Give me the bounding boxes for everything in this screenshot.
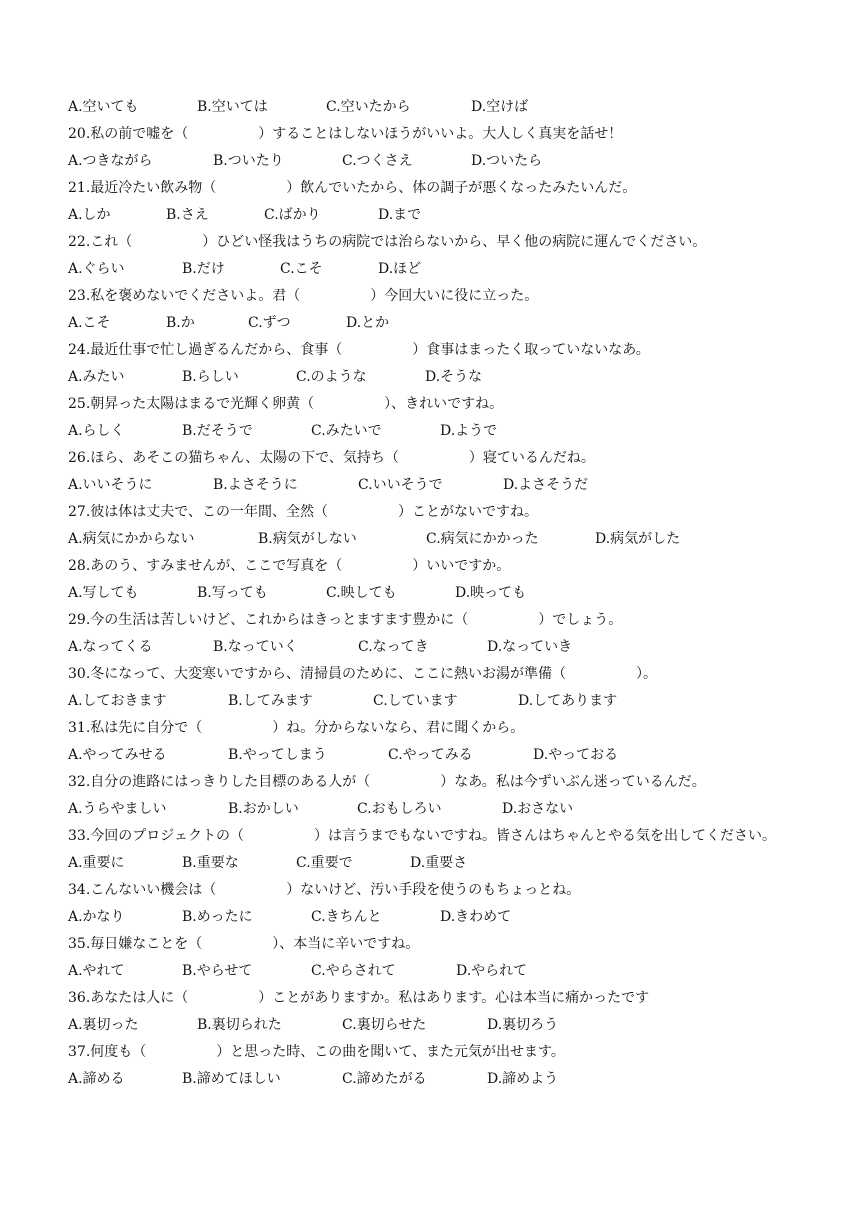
option-b: B.よさそうに xyxy=(213,477,298,493)
option-a: A.空いても xyxy=(68,99,139,115)
answer-options xyxy=(68,202,798,229)
question-text: 31.私は先に自分で（ ）ね。分からないなら、君に聞くから。 xyxy=(68,720,525,736)
option-a: A.ぐらい xyxy=(68,261,125,277)
option-a: A.いいそうに xyxy=(68,477,153,493)
option-b: B.ついたり xyxy=(213,153,284,169)
option-b: B.か xyxy=(166,315,195,331)
question-text: 23.私を褒めないでくださいよ。君（ ）今回大いに役に立った。 xyxy=(68,288,539,304)
option-a: A.みたい xyxy=(68,369,125,385)
option-b: B.なっていく xyxy=(213,639,298,655)
option-a: A.病気にかからない xyxy=(68,531,195,547)
option-b: B.らしい xyxy=(182,369,239,385)
question-text: 20.私の前で嘘を（ ）することはしないほうがいいよ。大人しく真実を話せ！ xyxy=(68,126,623,142)
option-d: D.やられて xyxy=(456,963,528,979)
question-text: 26.ほら、あそこの猫ちゃん、太陽の下で、気持ち（ ）寝ているんだね。 xyxy=(68,450,595,466)
question-text: 32.自分の進路にはっきりした目標のある人が（ ）なあ。私は今ずいぶん迷っているんだ。 xyxy=(68,774,706,790)
answer-options xyxy=(68,94,798,121)
answer-options xyxy=(68,688,798,715)
option-b: B.空いては xyxy=(197,99,268,115)
answer-options xyxy=(68,364,798,391)
option-b: B.やってしまう xyxy=(228,747,327,763)
option-b: B.病気がしない xyxy=(258,531,357,547)
question-text: 30.冬になって、大変寒いですから、清掃員のために、ここに熱いお湯が準備（ ）。 xyxy=(68,666,657,682)
question-text: 25.朝昇った太陽はまるで光輝く卵黄（ ）、きれいですね。 xyxy=(68,396,504,412)
answer-options xyxy=(68,256,798,283)
question-text: 34.こんないい機会は（ ）ないけど、汚い手段を使うのもちょっとね。 xyxy=(68,882,581,898)
option-c: C.のような xyxy=(296,369,367,385)
option-c: C.きちんと xyxy=(311,909,382,925)
question-text: 21.最近冷たい飲み物（ ）飲んでいたから、体の調子が悪くなったみたいんだ。 xyxy=(68,180,637,196)
option-d: D.ようで xyxy=(440,423,498,439)
option-d: D.裏切ろう xyxy=(487,1017,559,1033)
option-d: D.ほど xyxy=(378,261,422,277)
question-text: 27.彼は体は丈夫で、この一年間、全然（ ）ことがないですね。 xyxy=(68,504,538,520)
option-c: C.諦めたがる xyxy=(342,1071,427,1087)
option-d: D.病気がした xyxy=(595,531,681,547)
option-c: C.病気にかかった xyxy=(426,531,539,547)
option-c: C.いいそうで xyxy=(358,477,443,493)
option-a: A.こそ xyxy=(68,315,111,331)
option-b: B.おかしい xyxy=(228,801,299,817)
option-d: D.なっていき xyxy=(487,639,573,655)
option-c: C.映しても xyxy=(326,585,397,601)
question-text: 36.あなたは人に（ ）ことがありますか。私はあります。心は本当に痛かったです xyxy=(68,990,650,1006)
option-d: D.映っても xyxy=(455,585,527,601)
option-a: A.裏切った xyxy=(68,1017,139,1033)
question-text: 37.何度も（ ）と思った時、この曲を聞いて、また元気が出せます。 xyxy=(68,1044,565,1060)
answer-options xyxy=(68,742,798,769)
option-c: C.ずつ xyxy=(248,315,291,331)
option-d: D.おさない xyxy=(502,801,574,817)
option-d: D.よさそうだ xyxy=(503,477,589,493)
question-text: 28.あのう、すみませんが、ここで写真を（ ）いいですか。 xyxy=(68,558,511,574)
option-c: C.重要で xyxy=(296,855,353,871)
option-b: B.めったに xyxy=(182,909,253,925)
option-d: D.まで xyxy=(378,207,422,223)
option-c: C.こそ xyxy=(280,261,323,277)
option-c: C.やらされて xyxy=(311,963,396,979)
option-c: C.裏切らせた xyxy=(342,1017,427,1033)
option-d: D.やっておる xyxy=(533,747,619,763)
option-d: D.ついたら xyxy=(471,153,543,169)
option-a: A.重要に xyxy=(68,855,125,871)
option-a: A.つきながら xyxy=(68,153,153,169)
option-c: C.しています xyxy=(373,693,458,709)
answer-options xyxy=(68,472,798,499)
question-text: 22.これ（ ）ひどい怪我はうちの病院では治らないから、早く他の病院に運んでください。 xyxy=(68,234,707,250)
answer-options xyxy=(68,850,798,877)
option-d: D.きわめて xyxy=(440,909,512,925)
option-c: C.なってき xyxy=(358,639,429,655)
option-c: C.空いたから xyxy=(326,99,411,115)
option-b: B.さえ xyxy=(166,207,209,223)
question-list xyxy=(68,94,798,1093)
option-d: D.重要さ xyxy=(410,855,468,871)
question-text: 24.最近仕事で忙し過ぎるんだから、食事（ ）食事はまったく取っていないなあ。 xyxy=(68,342,650,358)
answer-options xyxy=(68,634,798,661)
option-d: D.空けば xyxy=(471,99,529,115)
option-a: A.らしく xyxy=(68,423,125,439)
answer-options xyxy=(68,580,798,607)
option-a: A.うらやましい xyxy=(68,801,167,817)
answer-options xyxy=(68,1012,798,1039)
option-c: C.やってみる xyxy=(388,747,473,763)
option-b: B.写っても xyxy=(197,585,268,601)
option-d: D.そうな xyxy=(425,369,483,385)
option-a: A.やってみせる xyxy=(68,747,167,763)
question-text: 29.今の生活は苦しいけど、これからはきっとますます豊かに（ ）でしょう。 xyxy=(68,612,623,628)
option-c: C.みたいで xyxy=(311,423,382,439)
option-a: A.しか xyxy=(68,207,111,223)
answer-options xyxy=(68,796,798,823)
answer-options xyxy=(68,418,798,445)
option-b: B.だけ xyxy=(182,261,225,277)
option-c: C.つくさえ xyxy=(342,153,413,169)
option-d: D.諦めよう xyxy=(487,1071,559,1087)
option-a: A.なってくる xyxy=(68,639,153,655)
option-a: A.写しても xyxy=(68,585,139,601)
option-a: A.かなり xyxy=(68,909,125,925)
option-b: B.やらせて xyxy=(182,963,253,979)
answer-options xyxy=(68,904,798,931)
option-c: C.ばかり xyxy=(264,207,321,223)
option-b: B.してみます xyxy=(228,693,313,709)
answer-options xyxy=(68,148,798,175)
question-text: 35.毎日嫌なことを（ ）、本当に辛いですね。 xyxy=(68,936,420,952)
answer-options xyxy=(68,958,798,985)
question-text: 33.今回のプロジェクトの（ ）は言うまでもないですね。皆さんはちゃんとやる気を出してください。 xyxy=(68,828,776,844)
option-a: A.諦める xyxy=(68,1071,125,1087)
option-d: D.とか xyxy=(346,315,390,331)
option-b: B.だそうで xyxy=(182,423,253,439)
option-d: D.してあります xyxy=(518,693,618,709)
option-a: A.やれて xyxy=(68,963,125,979)
answer-options xyxy=(68,526,798,553)
option-a: A.しておきます xyxy=(68,693,167,709)
option-c: C.おもしろい xyxy=(357,801,442,817)
option-b: B.諦めてほしい xyxy=(182,1071,281,1087)
option-b: B.裏切られた xyxy=(197,1017,282,1033)
option-b: B.重要な xyxy=(182,855,239,871)
answer-options xyxy=(68,1066,798,1093)
answer-options xyxy=(68,310,798,337)
